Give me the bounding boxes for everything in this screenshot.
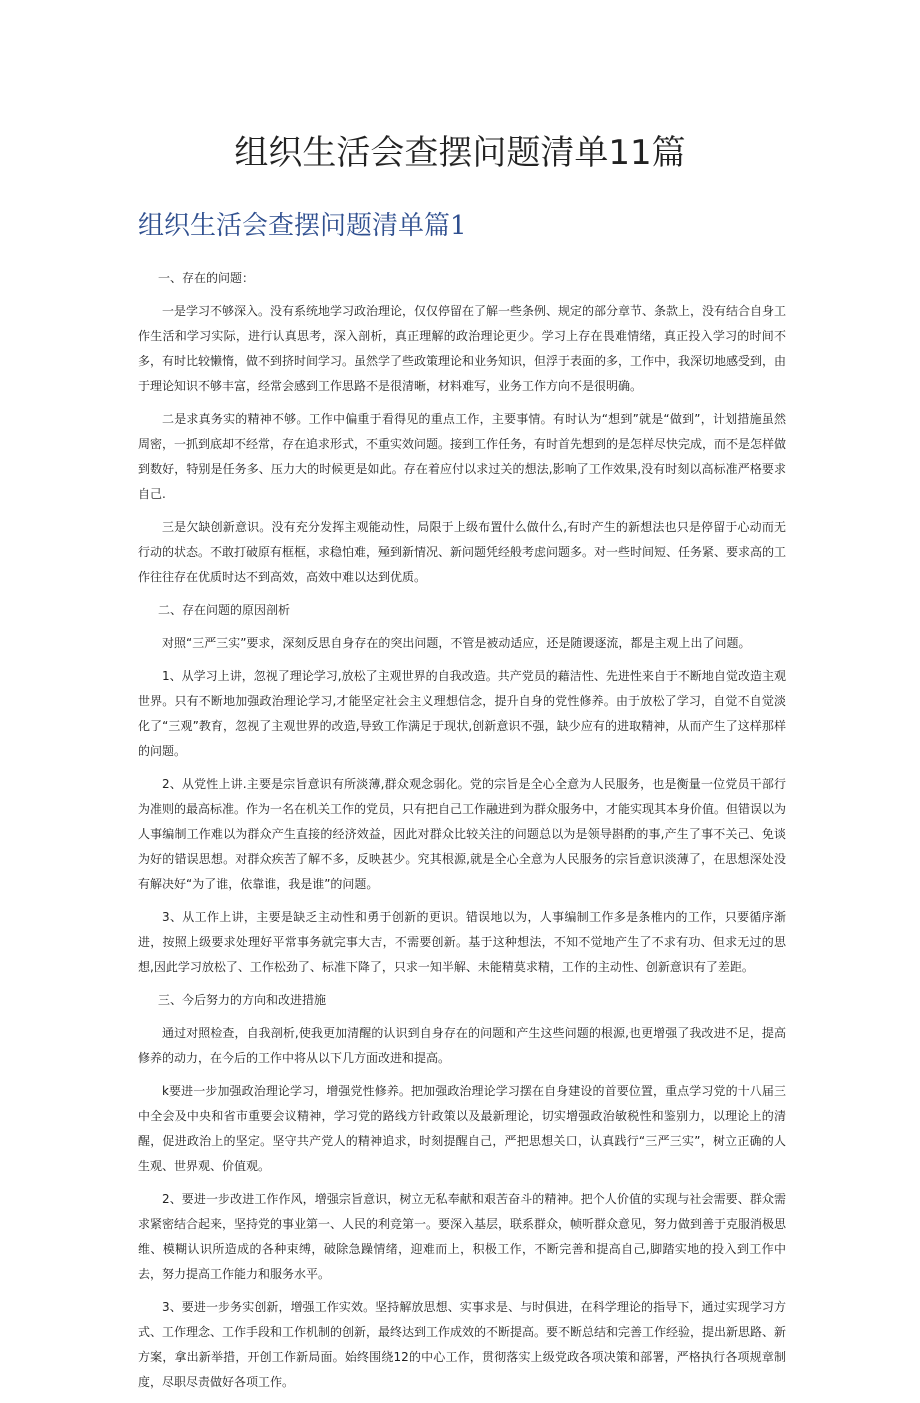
paragraph: 1、从学习上讲，忽视了理论学习,放松了主观世界的自我改造。共产党员的藉洁性、先进性来自于不断地自觉改造主观世界。只有不断地加强政治理论学习,才能坚定社会主义理想信念，提升自身的党性修养。由于放松了学习，自觉不自觉淡化了“三观”教育，忽视了主观世界的改造,导致工作满足于现状,创新意识不强，缺少应有的进取精神，从而产生了这样那样的问题。 [138, 669, 786, 758]
section-title: 组织生活会查摆问题清单篇1 [138, 211, 467, 241]
paragraph: 二是求真务实的精神不够。工作中偏重于看得见的重点工作，主要事情。有时认为“想到”就是“做到”，计划措施虽然周密，一抓到底却不经常，存在追求形式，不重实效问题。接到工作任务，有时首先想到的是怎样尽快完成，而不是怎样做到数好，特别是任务多、压力大的时候更是如此。存在着应付以求过关的想法,影响了工作效果,没有时刻以高标准严格要求自己. [138, 412, 787, 501]
section-heading: 一、存在的问题： [158, 271, 255, 285]
paragraph: k要进一步加强政治理论学习，增强党性修养。把加强政治理论学习摆在自身建设的首要位置，重点学习党的十八届三中全会及中央和省市重要会议精神，学习党的路线方针政策以及最新理论，切实增强政治敏税性和鉴别力，以理论上的清醒，促进政治上的坚定。坚守共产党人的精神追求，时刻提醒自己，严把思想关口，认真践行“三严三实”，树立正确的人生观、世界观、价值观。 [138, 1084, 786, 1173]
paragraph: 一是学习不够深入。没有系统地学习政治理论，仅仅停留在了解一些条例、规定的部分章节、条款上，没有结合自身工作生活和学习实际，进行认真思考，深入剖析，真正理解的政治理论更少。学习上存在畏难情绪，真正投入学习的时间不多，有时比较懒惰，做不到挤时间学习。虽然学了些政策理论和业务知识，但浮于表面的多，工作中，我深切地感受到，由于理论知识不够丰富，经常会感到工作思路不是很清晰，材料难写，业务工作方向不是很明确。 [138, 304, 787, 393]
paragraph: 3、从工作上讲，主要是缺乏主动性和勇于创新的更识。错误地以为，人事编制工作多是条椎内的工作，只要循序渐进，按照上级要求处理好平常事务就完事大吉，不需要创新。基于这种想法，不知不觉地产生了不求有功、但求无过的思想,因此学习放松了、工作松劲了、标准下降了，只求一知半解、未能精莫求精，工作的主动性、创新意识有了差距。 [138, 910, 786, 974]
paragraph: 三是欠缺创新意识。没有充分发挥主观能动性，局限于上级布置什么做什么,有时产生的新想法也只是停留于心动而无行动的状态。不敢打破原有框框，求稳怕难，殛到新情况、新问题凭经般考虑问题多。对一些时间短、任务紧、要求高的工作往往存在优质时达不到高效，高效中难以达到优质。 [138, 520, 787, 584]
paragraph: 2、要进一步改进工作作风，增强宗旨意识，树立无私奉献和艰苦奋斗的精神。把个人价值的实现与社会需要、群众需求紧密结合起来，坚持党的事业第一、人民的利竞第一。要深入基层，联系群众，帧听群众意见，努力做到善于克服消极思维、模糊认识所造成的各种束缚，破除急躁情绪，迎难而上，积极工作，不断完善和提高自己,脚踏实地的投入到工作中去，努力提高工作能力和服务水平。 [138, 1192, 787, 1281]
document-body [138, 266, 786, 1403]
section-heading: 三、今后努力的方向和改进措施 [158, 993, 327, 1007]
paragraph: 通过对照检查，自我剖析,使我更加清醒的认识到自身存在的问题和产生这些问题的根源,也更增强了我改进不足，提高修养的动力，在今后的工作中将从以下几方面改进和提高。 [138, 1026, 786, 1065]
paragraph: 3、要进一步务实创新，增强工作实效。坚持解放思想、实事求是、与时俱进，在科学理论的指导下，通过实现学习方式、工作理念、工作手段和工作机制的创新，最终达到工作成效的不断提高。要不断总结和完善工作经验，提出新思路、新方案，拿出新举措，开创工作新局面。始终围绕12的中心工作，贯彻落实上级党政各项决策和部署，严格执行各项规章制度，尽职尽责做好各项工作。 [138, 1300, 787, 1389]
section-heading: 二、存在问题的原因剖析 [158, 603, 291, 617]
document-title: 组织生活会查摆问题清单11篇 [234, 133, 686, 173]
paragraph: 2、从党性上讲.主要是宗旨意识有所淡薄,群众观念弱化。党的宗旨是全心全意为人民服务，也是衡量一位党员干部行为准则的最高标准。作为一名在机关工作的党员，只有把自己工作融进到为群众服务中，才能实现其本身价值。但错误以为人事编制工作难以为群众产生直接的经济效益，因此对群众比较关注的问题总以为是领导斟酌的事,产生了事不关己、免谈为好的错误思想。对群众疾苦了解不多，反映甚少。究其根源,就是全心全意为人民服务的宗旨意识淡薄了，在思想深处没有解决好“为了谁，依靠谁，我是谁”的问题。 [138, 777, 787, 891]
paragraph: 对照“三严三实”要求，深刻反思自身存在的突出问题，不管是被动适应，还是随谡逐流，都是主观上出了问题。 [162, 636, 751, 650]
